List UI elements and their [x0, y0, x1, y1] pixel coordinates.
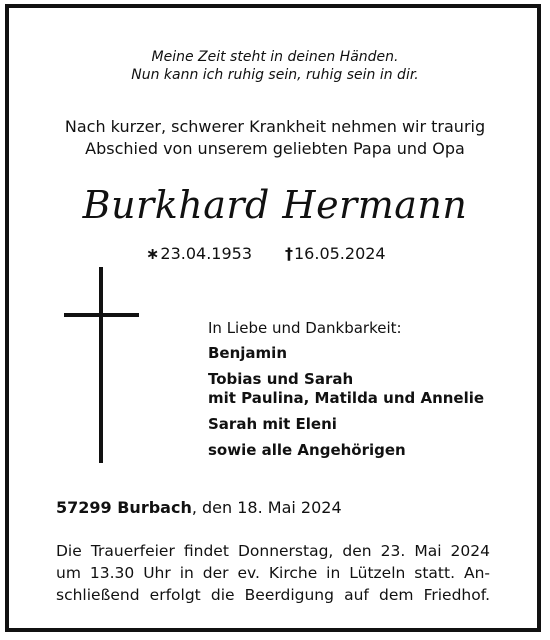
cross-icon-vertical [99, 267, 103, 463]
mourners-heading: In Liebe und Dankbarkeit: [208, 319, 402, 337]
service-line-3: schließend erfolgt die Beerdigung auf dem Friedhof. [56, 586, 490, 604]
service-announcement [56, 540, 490, 606]
service-line-1: Die Trauerfeier findet Donnerstag, den 23. Mai 2024 [56, 542, 490, 560]
quote-line-2: Nun kann ich ruhig sein, ruhig sein in dir. [131, 67, 419, 83]
mourner-name: Benjamin [208, 344, 287, 362]
birth-date-block [146, 244, 252, 264]
birth-star-icon: ∗ [146, 244, 160, 263]
death-cross-icon: † [285, 244, 293, 263]
place-and-date [56, 497, 342, 518]
mourner-name: mit Paulina, Matilda und Annelie [208, 389, 485, 407]
mourners-list [208, 319, 484, 460]
mourner-name: Sarah mit Eleni [208, 415, 337, 433]
death-date: 16.05.2024 [294, 244, 386, 263]
cross-icon-horizontal [64, 313, 139, 317]
place-location: 57299 Burbach [56, 498, 192, 517]
intro-line-2: Abschied von unserem geliebten Papa und Opa [85, 139, 465, 158]
mourner-name: Tobias und Sarah [208, 370, 354, 388]
quote-line-1: Meine Zeit steht in deinen Händen. [151, 49, 399, 65]
place-date: , den 18. Mai 2024 [191, 498, 342, 517]
death-date-block [285, 244, 386, 264]
notice-border [5, 4, 541, 632]
mourner-name: sowie alle Angehörigen [208, 441, 406, 459]
service-line-2: um 13.30 Uhr in der ev. Kirche in Lützeln statt. An- [56, 564, 490, 582]
birth-date: 23.04.1953 [160, 244, 253, 263]
intro-line-1: Nach kurzer, schwerer Krankheit nehmen wir traurig [64, 117, 486, 136]
deceased-name: Burkhard Hermann [82, 183, 468, 227]
